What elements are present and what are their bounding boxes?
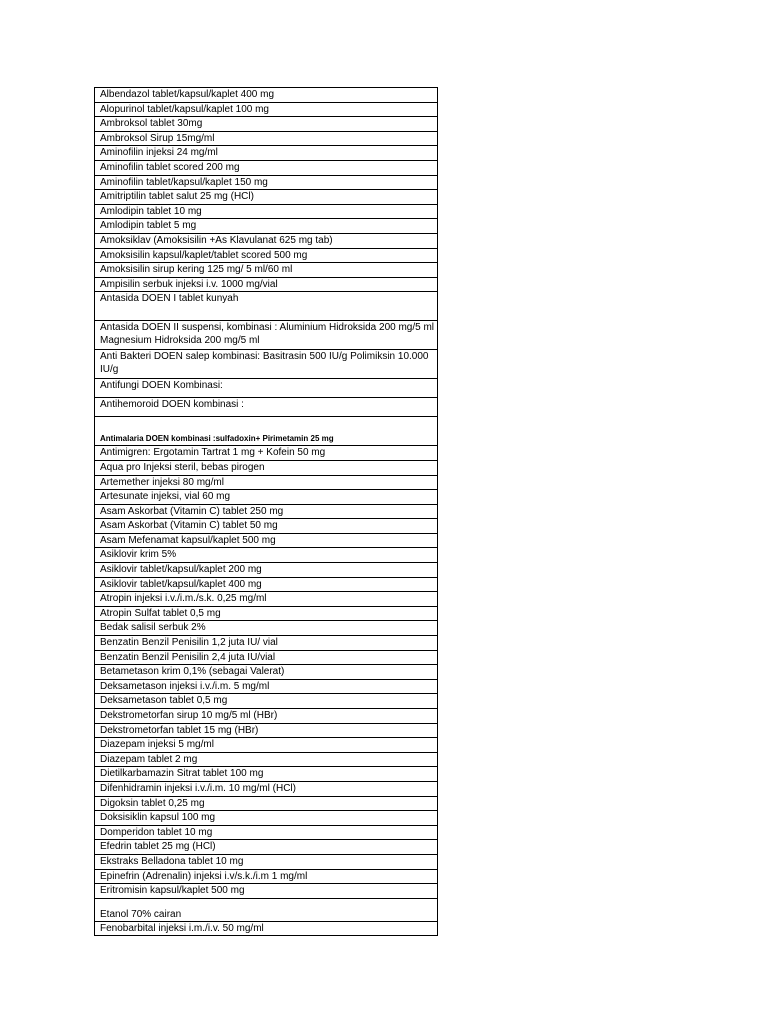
table-row — [95, 577, 438, 592]
drug-name-cell: Dekstrometorfan tablet 15 mg (HBr) — [95, 723, 438, 738]
drug-name-cell: Artesunate injeksi, vial 60 mg — [95, 490, 438, 505]
table-row — [95, 621, 438, 636]
table-row — [95, 519, 438, 534]
drug-name-cell: Digoksin tablet 0,25 mg — [95, 796, 438, 811]
drug-name-cell: Doksisiklin kapsul 100 mg — [95, 811, 438, 826]
table-row — [95, 475, 438, 490]
table-row — [95, 398, 438, 417]
table-row — [95, 263, 438, 278]
table-row — [95, 160, 438, 175]
drug-name-cell: Antasida DOEN I tablet kunyah — [95, 292, 438, 321]
table-row — [95, 102, 438, 117]
drug-name-cell: Amoksisilin sirup kering 125 mg/ 5 ml/60 ml — [95, 263, 438, 278]
drug-name-cell: Diazepam injeksi 5 mg/ml — [95, 738, 438, 753]
table-row — [95, 460, 438, 475]
table-row — [95, 350, 438, 379]
table-row — [95, 292, 438, 321]
drug-name-cell: Benzatin Benzil Penisilin 1,2 juta IU/ vial — [95, 636, 438, 651]
drug-name-cell: Ambroksol tablet 30mg — [95, 117, 438, 132]
table-row — [95, 504, 438, 519]
drug-name-cell: Artemether injeksi 80 mg/ml — [95, 475, 438, 490]
drug-name-cell: Antasida DOEN II suspensi, kombinasi : Aluminium Hidroksida 200 mg/5 ml Magnesium Hidroksida 200 mg/5 ml — [95, 321, 438, 350]
drug-name-cell: Aqua pro Injeksi steril, bebas pirogen — [95, 460, 438, 475]
drug-name-cell: Eritromisin kapsul/kaplet 500 mg — [95, 884, 438, 899]
drug-name-cell: Amlodipin tablet 10 mg — [95, 204, 438, 219]
drug-name-cell: Aminofilin tablet scored 200 mg — [95, 160, 438, 175]
drug-name-cell: Ekstraks Belladona tablet 10 mg — [95, 854, 438, 869]
drug-name-cell: Aminofilin injeksi 24 mg/ml — [95, 146, 438, 161]
table-row — [95, 533, 438, 548]
table-row — [95, 767, 438, 782]
table-row — [95, 723, 438, 738]
drug-name-cell: Asiklovir krim 5% — [95, 548, 438, 563]
drug-name-cell: Betametason krim 0,1% (sebagai Valerat) — [95, 665, 438, 680]
drug-name-cell: Ampisilin serbuk injeksi i.v. 1000 mg/vial — [95, 277, 438, 292]
table-row — [95, 694, 438, 709]
table-row — [95, 738, 438, 753]
table-row — [95, 233, 438, 248]
table-row — [95, 869, 438, 884]
table-row — [95, 679, 438, 694]
table-row — [95, 248, 438, 263]
table-row — [95, 417, 438, 446]
table-row — [95, 709, 438, 724]
drug-name-cell: Atropin injeksi i.v./i.m./s.k. 0,25 mg/ml — [95, 592, 438, 607]
drug-name-cell: Dekstrometorfan sirup 10 mg/5 ml (HBr) — [95, 709, 438, 724]
table-row — [95, 204, 438, 219]
drug-name-cell: Antimalaria DOEN kombinasi :sulfadoxin+ Pirimetamin 25 mg — [95, 417, 438, 446]
table-row — [95, 884, 438, 899]
table-row — [95, 277, 438, 292]
table-row — [95, 563, 438, 578]
drug-name-cell: Amlodipin tablet 5 mg — [95, 219, 438, 234]
drug-name-cell: Asam Mefenamat kapsul/kaplet 500 mg — [95, 533, 438, 548]
drug-name-cell: Efedrin tablet 25 mg (HCl) — [95, 840, 438, 855]
table-row — [95, 752, 438, 767]
drug-name-cell: Diazepam tablet 2 mg — [95, 752, 438, 767]
drug-name-cell: Amitriptilin tablet salut 25 mg (HCl) — [95, 190, 438, 205]
table-row — [95, 175, 438, 190]
table-row — [95, 490, 438, 505]
drug-name-cell: Asiklovir tablet/kapsul/kaplet 200 mg — [95, 563, 438, 578]
drug-name-cell: Deksametason injeksi i.v./i.m. 5 mg/ml — [95, 679, 438, 694]
table-row — [95, 88, 438, 103]
drug-name-cell: Difenhidramin injeksi i.v./i.m. 10 mg/ml (HCl) — [95, 781, 438, 796]
table-row — [95, 117, 438, 132]
drug-name-cell: Anti Bakteri DOEN salep kombinasi: Basitrasin 500 IU/g Polimiksin 10.000 IU/g — [95, 350, 438, 379]
drug-name-cell: Antimigren: Ergotamin Tartrat 1 mg + Kofein 50 mg — [95, 446, 438, 461]
table-row — [95, 606, 438, 621]
drug-name-cell: Antihemoroid DOEN kombinasi : — [95, 398, 438, 417]
table-row — [95, 796, 438, 811]
table-row — [95, 219, 438, 234]
table-row — [95, 548, 438, 563]
table-row — [95, 825, 438, 840]
table-row — [95, 665, 438, 680]
table-row — [95, 636, 438, 651]
table-row — [95, 190, 438, 205]
drug-name-cell: Domperidon tablet 10 mg — [95, 825, 438, 840]
drug-name-cell: Antifungi DOEN Kombinasi: — [95, 379, 438, 398]
table-row — [95, 898, 438, 921]
table-row — [95, 131, 438, 146]
drug-name-cell: Aminofilin tablet/kapsul/kaplet 150 mg — [95, 175, 438, 190]
drug-list-table — [94, 87, 438, 936]
drug-name-cell: Atropin Sulfat tablet 0,5 mg — [95, 606, 438, 621]
table-row — [95, 840, 438, 855]
drug-name-cell: Albendazol tablet/kapsul/kaplet 400 mg — [95, 88, 438, 103]
table-row — [95, 592, 438, 607]
table-row — [95, 921, 438, 936]
drug-name-cell: Benzatin Benzil Penisilin 2,4 juta IU/vial — [95, 650, 438, 665]
drug-name-cell: Etanol 70% cairan — [95, 898, 438, 921]
drug-name-cell: Epinefrin (Adrenalin) injeksi i.v/s.k./i.m 1 mg/ml — [95, 869, 438, 884]
drug-name-cell: Fenobarbital injeksi i.m./i.v. 50 mg/ml — [95, 921, 438, 936]
table-row — [95, 321, 438, 350]
table-row — [95, 811, 438, 826]
table-row — [95, 650, 438, 665]
drug-name-cell: Bedak salisil serbuk 2% — [95, 621, 438, 636]
table-row — [95, 146, 438, 161]
drug-name-cell: Asiklovir tablet/kapsul/kaplet 400 mg — [95, 577, 438, 592]
table-row — [95, 379, 438, 398]
table-row — [95, 781, 438, 796]
drug-name-cell: Ambroksol Sirup 15mg/ml — [95, 131, 438, 146]
drug-name-cell: Deksametason tablet 0,5 mg — [95, 694, 438, 709]
drug-name-cell: Amoksiklav (Amoksisilin +As Klavulanat 625 mg tab) — [95, 233, 438, 248]
drug-name-cell: Alopurinol tablet/kapsul/kaplet 100 mg — [95, 102, 438, 117]
drug-name-cell: Dietilkarbamazin Sitrat tablet 100 mg — [95, 767, 438, 782]
drug-name-cell: Amoksisilin kapsul/kaplet/tablet scored 500 mg — [95, 248, 438, 263]
table-row — [95, 854, 438, 869]
drug-name-cell: Asam Askorbat (Vitamin C) tablet 50 mg — [95, 519, 438, 534]
table-row — [95, 446, 438, 461]
drug-name-cell: Asam Askorbat (Vitamin C) tablet 250 mg — [95, 504, 438, 519]
